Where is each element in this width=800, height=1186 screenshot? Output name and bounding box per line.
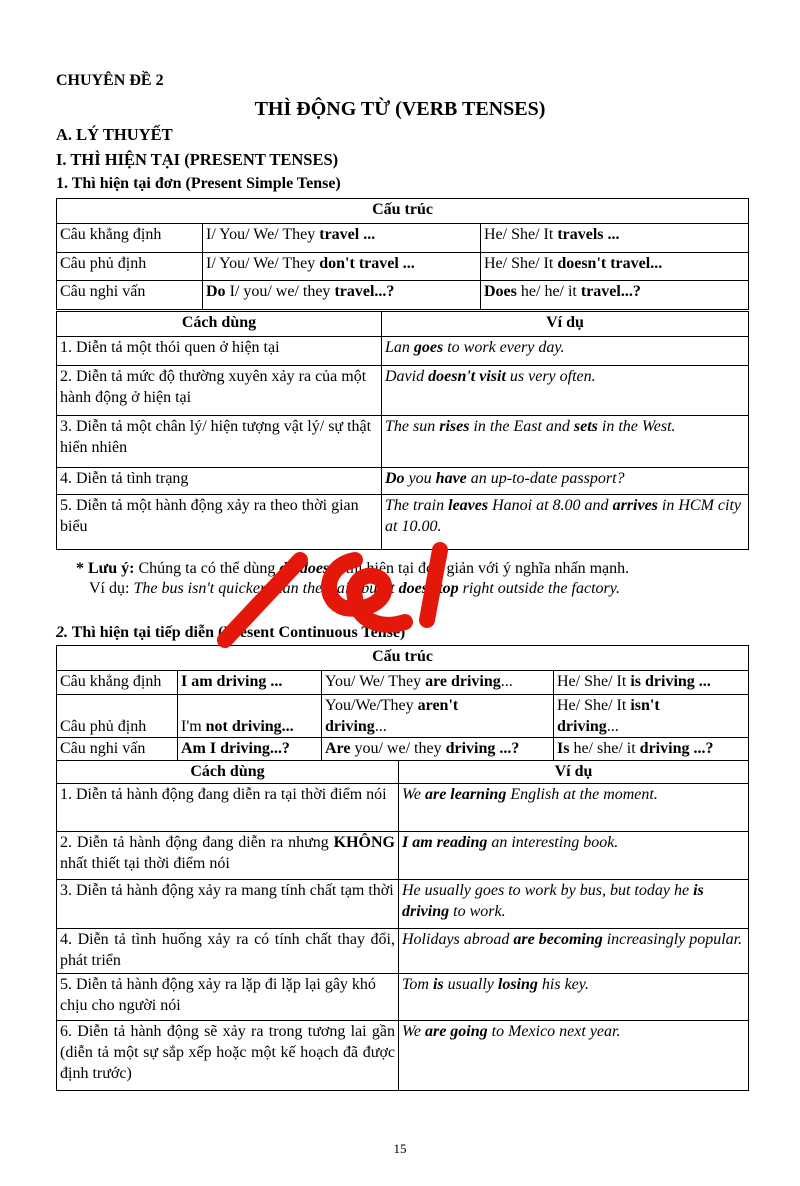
example-item: We are going to Mexico next year. xyxy=(399,1021,749,1091)
usage-header: Cách dùng xyxy=(57,312,382,337)
example-item: The train leaves Hanoi at 8.00 and arrives in HCM city at 10.00. xyxy=(382,495,749,550)
usage-item: 1. Diễn tả một thói quen ở hiện tại xyxy=(57,337,382,366)
affirmative-plural: I/ You/ We/ They travel ... xyxy=(203,224,481,253)
negative-singular: He/ She/ It doesn't travel... xyxy=(481,253,749,281)
negative-plural: I/ You/ We/ They don't travel ... xyxy=(203,253,481,281)
question-first: Am I driving...? xyxy=(178,738,322,761)
example-item: David doesn't visit us very often. xyxy=(382,366,749,416)
note-example: Ví dụ: The bus isn't quicker than the train but it does stop right outside the factory. xyxy=(89,580,620,597)
example-item: He usually goes to work by bus, but today he is driving to work. xyxy=(399,880,749,929)
note-line: * Lưu ý: Chúng ta có thể dùng do/does ở thì hiện tại đơn giản với ý nghĩa nhấn mạnh. xyxy=(76,560,630,577)
page-title: THÌ ĐỘNG TỪ (VERB TENSES) xyxy=(254,98,546,120)
usage-item: 2. Diễn tả hành động đang diễn ra nhưng KHÔNG nhất thiết tại thời điểm nói xyxy=(57,832,399,880)
example-item: Tom is usually losing his key. xyxy=(399,974,749,1021)
question-singular: Is he/ she/ it driving ...? xyxy=(554,738,749,761)
question-plural: Are you/ we/ they driving ...? xyxy=(322,738,554,761)
example-item: We are learning English at the moment. xyxy=(399,784,749,832)
usage-item: 1. Diễn tả hành động đang diễn ra tại thời điểm nói xyxy=(57,784,399,832)
usage-item: 2. Diễn tả mức độ thường xuyên xảy ra của một hành động ở hiện tại xyxy=(57,366,382,416)
example-header: Ví dụ xyxy=(399,761,749,784)
usage-item: 4. Diễn tả tình trạng xyxy=(57,468,382,495)
example-item: I am reading an interesting book. xyxy=(399,832,749,880)
present-simple-heading: 1. Thì hiện tại đơn (Present Simple Tense) xyxy=(56,175,341,192)
continuous-structure-table xyxy=(56,645,749,761)
row-label-question: Câu nghi vấn xyxy=(57,281,203,310)
usage-header: Cách dùng xyxy=(57,761,399,784)
question-singular: Does he/ he/ it travel...? xyxy=(481,281,749,310)
section-i-heading: I. THÌ HIỆN TẠI (PRESENT TENSES) xyxy=(56,150,339,169)
simple-structure-table xyxy=(56,198,749,310)
affirmative-first: I am driving ... xyxy=(178,671,322,695)
example-item: The sun rises in the East and sets in the West. xyxy=(382,416,749,468)
negative-plural: You/We/They aren't driving... xyxy=(322,695,554,738)
chapter-label: CHUYÊN ĐỀ 2 xyxy=(56,72,164,89)
example-header: Ví dụ xyxy=(382,312,749,337)
affirmative-singular: He/ She/ It is driving ... xyxy=(554,671,749,695)
simple-usage-table xyxy=(56,311,749,550)
row-label-affirmative: Câu khẳng định xyxy=(57,224,203,253)
affirmative-singular: He/ She/ It travels ... xyxy=(481,224,749,253)
usage-item: 5. Diễn tả hành động xảy ra lặp đi lặp lại gây khó chịu cho người nói xyxy=(57,974,399,1021)
continuous-usage-table xyxy=(56,760,749,1091)
negative-first: I'm not driving... xyxy=(178,695,322,738)
example-item: Holidays abroad are becoming increasingly popular. xyxy=(399,929,749,974)
example-item: Lan goes to work every day. xyxy=(382,337,749,366)
usage-item: 6. Diễn tả hành động sẽ xảy ra trong tương lai gần (diễn tả một sự sắp xếp hoặc một kế hoạch đã được định trước) xyxy=(57,1021,399,1091)
present-continuous-heading: 2. Thì hiện tại tiếp diễn (Present Continuous Tense) xyxy=(56,624,406,641)
structure-header: Cấu trúc xyxy=(57,199,749,224)
affirmative-plural: You/ We/ They are driving... xyxy=(322,671,554,695)
question-plural: Do I/ you/ we/ they travel...? xyxy=(203,281,481,310)
row-label-negative: Câu phủ định xyxy=(57,253,203,281)
usage-item: 3. Diễn tả hành động xảy ra mang tính chất tạm thời xyxy=(57,880,399,929)
structure-header: Cấu trúc xyxy=(57,646,749,671)
negative-singular: He/ She/ It isn't driving... xyxy=(554,695,749,738)
usage-item: 4. Diễn tả tình huống xảy ra có tính chất thay đổi, phát triển xyxy=(57,929,399,974)
usage-item: 3. Diễn tả một chân lý/ hiện tượng vật lý/ sự thật hiển nhiên xyxy=(57,416,382,468)
row-label-negative: Câu phủ định xyxy=(57,695,178,738)
page-number: 15 xyxy=(393,1141,407,1156)
section-a-heading: A. LÝ THUYẾT xyxy=(56,125,173,144)
row-label-affirmative: Câu khẳng định xyxy=(57,671,178,695)
row-label-question: Câu nghi vấn xyxy=(57,738,178,761)
usage-item: 5. Diễn tả một hành động xảy ra theo thời gian biểu xyxy=(57,495,382,550)
example-item: Do you have an up-to-date passport? xyxy=(382,468,749,495)
